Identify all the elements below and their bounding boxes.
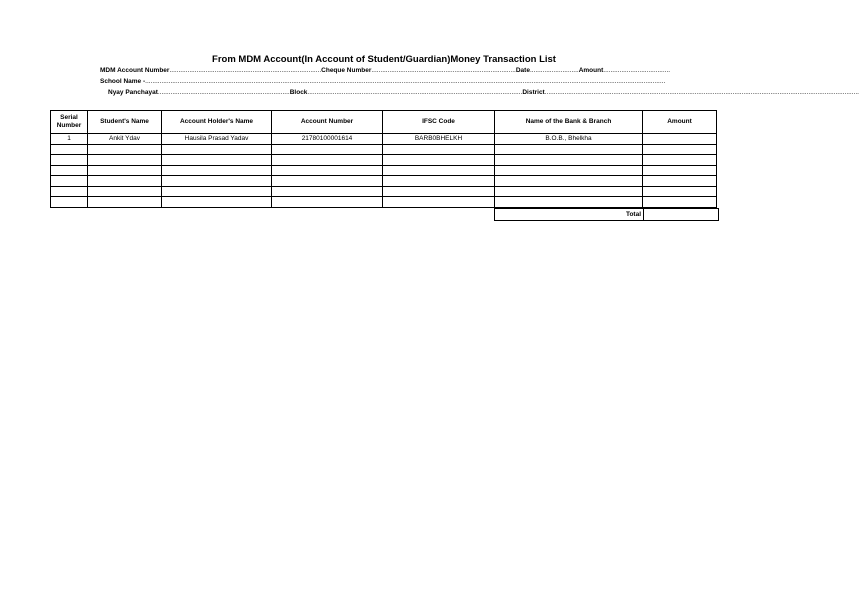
table-cell: 1 [51,134,88,145]
table-cell [162,144,272,155]
table-cell [272,197,383,208]
table-cell [643,144,717,155]
table-cell [51,186,88,197]
table-cell [643,176,717,187]
table-cell [162,186,272,197]
table-cell [495,186,643,197]
header-line-1 [100,67,670,74]
table-cell [495,155,643,166]
total-box [494,208,719,221]
table-cell [643,155,717,166]
table-cell [51,176,88,187]
document-title: From MDM Account(In Account of Student/Guardian)Money Transaction List [212,54,556,65]
table-cell: 21780100001614 [272,134,383,145]
transaction-table [50,110,717,208]
header-account-number: Account Number [272,111,383,134]
header-student-name: Student's Name [88,111,162,134]
date-label: Date [515,67,530,74]
table-cell [88,144,162,155]
table-cell: Hausila Prasad Yadav [162,134,272,145]
table-cell [383,197,495,208]
header-amount: Amount [643,111,717,134]
table-cell [88,165,162,176]
table-cell [272,165,383,176]
table-cell [88,197,162,208]
amount-dots: ..................................... [603,67,671,74]
table-cell [643,186,717,197]
district-dots: .............................................................................................................................................................................. [544,89,859,96]
school-label: School Name - [100,78,146,85]
table-cell [383,165,495,176]
table-cell [51,155,88,166]
cheque-label: Cheque Number [321,67,372,74]
table-cell [643,165,717,176]
header-line-3 [108,89,859,96]
table-cell [643,134,717,145]
nyay-label: Nyay Panchayat [108,89,158,96]
table-cell [162,165,272,176]
table-cell [51,165,88,176]
table-cell [51,144,88,155]
mdm-account-dots: .................................................................................... [169,67,322,74]
header-bank-branch: Name of the Bank & Branch [495,111,643,134]
table-cell [495,176,643,187]
table-cell [272,155,383,166]
table-cell [272,144,383,155]
table-cell: B.O.B., Bhelkha [495,134,643,145]
table-cell [162,176,272,187]
table-cell [383,155,495,166]
table-cell [51,197,88,208]
table-cell [383,176,495,187]
table-cell [383,186,495,197]
table-cell [272,176,383,187]
header-account-holder: Account Holder's Name [162,111,272,134]
header-line-2 [100,78,665,85]
nyay-dots: ......................................................................... [157,89,290,96]
table-cell [88,186,162,197]
table-row [51,144,717,155]
mdm-account-label: MDM Account Number [100,67,170,74]
header-ifsc-code: IFSC Code [383,111,495,134]
table-cell [495,144,643,155]
district-label: District [522,89,545,96]
table-cell [383,144,495,155]
total-label: Total [495,209,644,221]
table-row [51,155,717,166]
table-cell [162,155,272,166]
block-label: Block [289,89,308,96]
date-dots: ........................... [529,67,579,74]
table-row [51,197,717,208]
table-cell: BARB0BHELKH [383,134,495,145]
cheque-dots: ................................................................................ [371,67,516,74]
table-cell [643,197,717,208]
total-value [644,209,719,221]
table-row [51,176,717,187]
amount-label: Amount [578,67,604,74]
table-row [51,134,717,145]
table-header-row [51,111,717,134]
total-row [495,209,719,221]
table-row [51,186,717,197]
table-cell [162,197,272,208]
header-serial-number: Serial Number [51,111,88,134]
table-cell [495,197,643,208]
table-cell [272,186,383,197]
table-row [51,165,717,176]
block-dots: ....................................................................................................................... [307,89,523,96]
table-cell [495,165,643,176]
table-cell [88,155,162,166]
table-cell: Ankit Ydav [88,134,162,145]
table-cell [88,176,162,187]
school-dots: ................................................................................................................................................................................................................................................................................................ [145,78,666,85]
